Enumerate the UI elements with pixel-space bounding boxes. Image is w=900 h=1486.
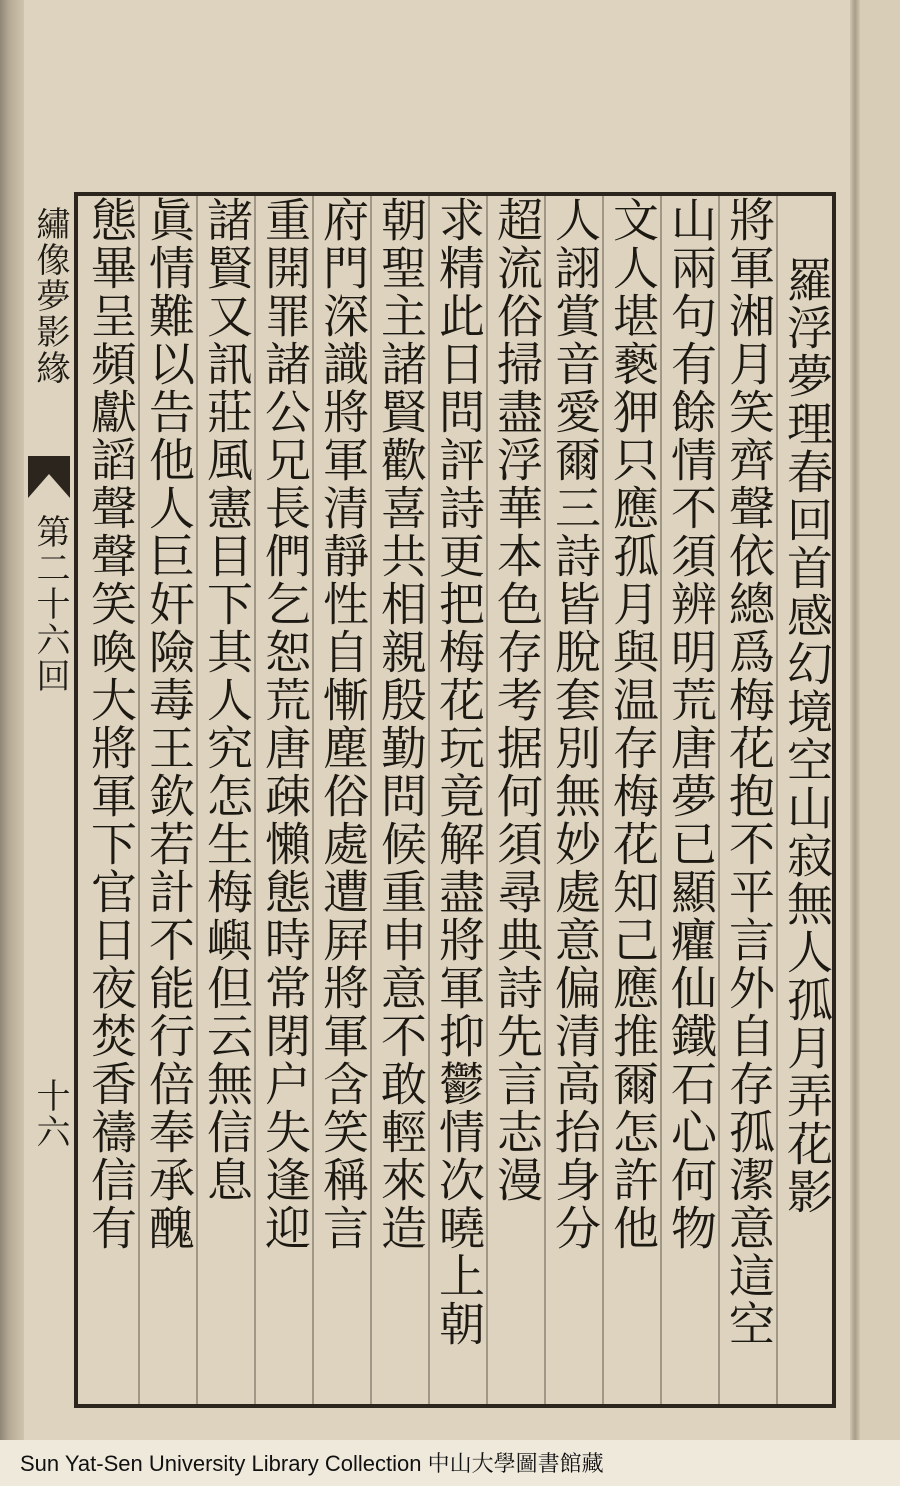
text-column-1: 羅浮夢理春回首感幻境空山寂無人孤月弄花影: [780, 256, 834, 1216]
side-book-title: 繡像夢影緣: [30, 206, 70, 386]
text-column-5: 人詡賞音愛爾三詩皆脫套別無妙處意偏清高抬身分: [548, 196, 602, 1252]
text-frame: [74, 192, 836, 1408]
block-center-strip: [24, 192, 74, 1408]
book-gutter: [850, 0, 860, 1440]
text-column-13: 態畢呈頻獻謟聲聲笑喚大將軍下官日夜焚香禱信有: [84, 196, 138, 1252]
side-chapter-number: 第二十六回: [30, 514, 70, 694]
facing-page-edge: [860, 0, 900, 1440]
text-column-4: 文人堪褻狎只應孤月與温存梅花知己應推爾怎許他: [606, 196, 660, 1252]
text-column-7: 求精此日問評詩更把梅花玩竟解盡將軍抑鬱情次曉上朝: [432, 196, 486, 1348]
text-column-2: 將軍湘月笑齊聲依總爲梅花抱不平言外自存孤潔意這空: [722, 196, 776, 1348]
text-column-10: 重開罪諸公兄長們乞恕荒唐疎懶態時常閉户失逢迎: [258, 196, 312, 1252]
page-stack-edge: [0, 0, 24, 1440]
text-column-12: 眞情難以告他人巨奸險毒王欽若計不能行倍奉承醜: [142, 196, 196, 1252]
text-column-8: 朝聖主諸賢歡喜共相親殷勤問候重申意不敢輕來造: [374, 196, 428, 1252]
text-column-11: 諸賢又訊莊風憲目下其人究怎生梅嶼但云無信息: [200, 196, 254, 1204]
text-column-9: 府門深識將軍清靜性自慚塵俗處遭屛將軍含笑稱言: [316, 196, 370, 1252]
library-caption: Sun Yat-Sen University Library Collection 中山大學圖書館藏: [20, 1451, 604, 1476]
side-folio-number: 十六: [30, 1078, 70, 1150]
text-column-3: 山兩句有餘情不須辨明荒唐夢已顯癯仙鐵石心何物: [664, 196, 718, 1252]
text-column-6: 超流俗掃盡浮華本色存考据何須尋典詩先言志漫: [490, 196, 544, 1204]
fish-tail-mark: [24, 454, 74, 500]
